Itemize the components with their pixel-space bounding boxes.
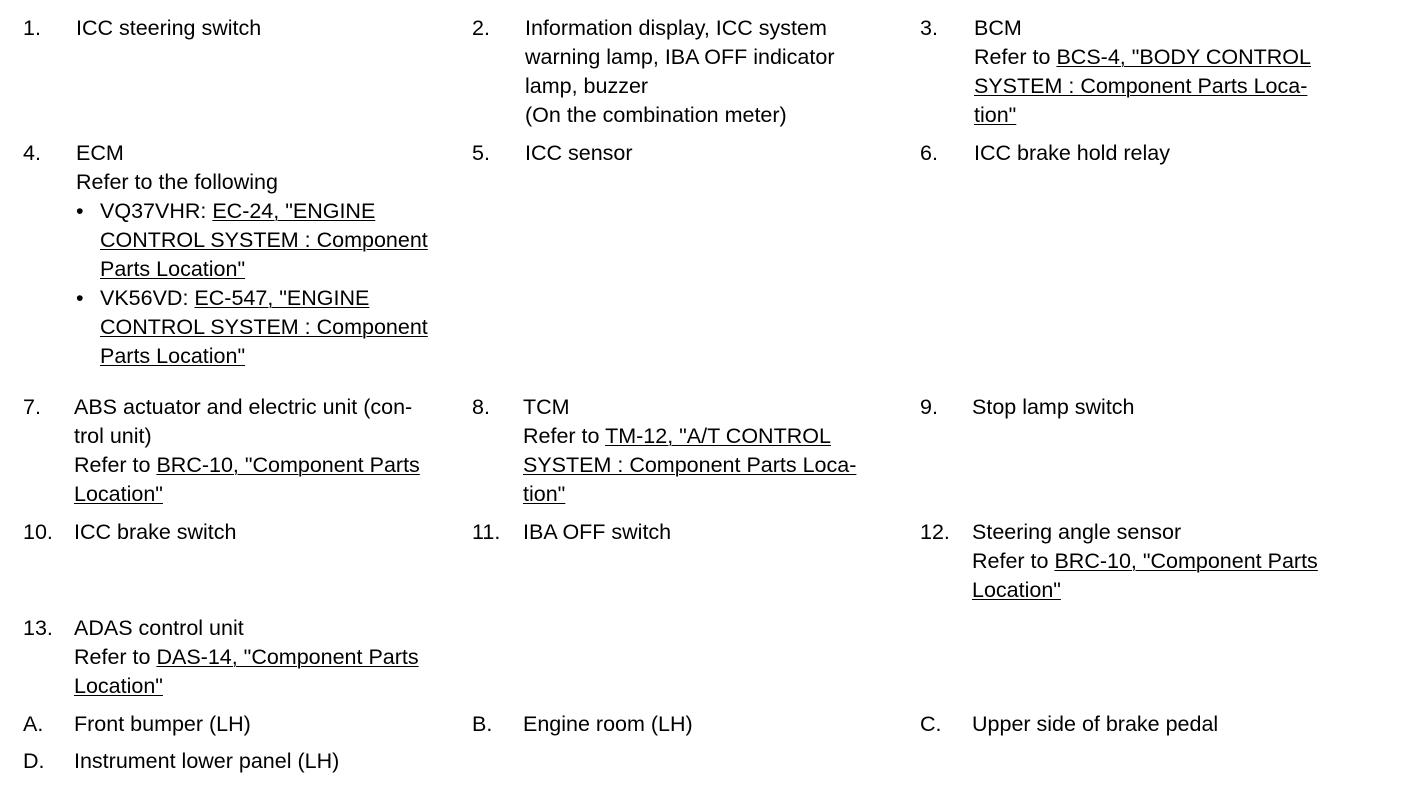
item-description [76, 14, 261, 43]
item-number: 12. [920, 520, 950, 544]
item-number: A. [23, 712, 44, 736]
reference-link[interactable]: Location" [74, 674, 163, 698]
item-description [972, 518, 1318, 605]
reference-link[interactable]: TM-12, "A/T CONTROL [605, 424, 831, 448]
text-line [76, 313, 428, 342]
text-line [74, 451, 420, 480]
text-line [523, 451, 856, 480]
refer-prefix: Refer to [74, 645, 157, 669]
text-line [74, 710, 251, 739]
text-line [972, 576, 1318, 605]
text-line [76, 168, 428, 197]
item-description [74, 747, 339, 776]
text-line [972, 710, 1218, 739]
text-line [74, 747, 339, 776]
refer-prefix: VQ37VHR: [100, 199, 213, 223]
line-text: Front bumper (LH) [74, 712, 251, 736]
line-text: Engine room (LH) [523, 712, 693, 736]
line-text: ABS actuator and electric unit (con- [74, 395, 413, 419]
reference-link[interactable]: tion" [523, 482, 566, 506]
item-number: C. [920, 712, 942, 736]
text-line [523, 710, 693, 739]
reference-link[interactable]: SYSTEM : Component Parts Loca- [523, 453, 857, 477]
item-description [974, 139, 1170, 168]
text-line [74, 614, 419, 643]
text-line [523, 480, 856, 509]
text-line [974, 14, 1311, 43]
legend-row [0, 518, 1408, 602]
text-line [74, 518, 237, 547]
text-line [525, 101, 834, 130]
item-description [523, 710, 693, 739]
text-line [525, 14, 834, 43]
refer-prefix: Refer to [974, 45, 1057, 69]
text-line [74, 672, 419, 701]
legend-row [0, 14, 1408, 127]
item-number: 6. [920, 141, 938, 165]
reference-link[interactable]: Location" [74, 482, 163, 506]
reference-link[interactable]: EC-547, "ENGINE [194, 286, 370, 310]
item-description [74, 518, 237, 547]
text-line [525, 139, 633, 168]
refer-prefix: Refer to [972, 549, 1055, 573]
legend-row [0, 393, 1408, 506]
text-line [525, 43, 834, 72]
refer-prefix: Refer to [523, 424, 606, 448]
text-line [74, 393, 420, 422]
line-text: ICC steering switch [76, 16, 262, 40]
line-text: Instrument lower panel (LH) [74, 749, 340, 773]
reference-link[interactable]: Location" [972, 578, 1061, 602]
item-description [525, 14, 834, 130]
text-line [972, 393, 1135, 422]
text-line [74, 422, 420, 451]
reference-link[interactable]: Parts Location" [100, 344, 246, 368]
item-description [523, 518, 671, 547]
reference-link[interactable]: SYSTEM : Component Parts Loca- [974, 74, 1308, 98]
legend-row [0, 139, 1408, 368]
line-text: ICC brake hold relay [974, 141, 1170, 165]
line-text: Information display, ICC system [525, 16, 827, 40]
text-line [76, 139, 428, 168]
text-line [974, 101, 1311, 130]
text-line [523, 393, 856, 422]
legend-row [0, 710, 1408, 736]
line-text: ICC sensor [525, 141, 633, 165]
item-number: 3. [920, 16, 938, 40]
legend-row [0, 614, 1408, 698]
reference-link[interactable]: BCS-4, "BODY CONTROL [1056, 45, 1311, 69]
reference-link[interactable]: BRC-10, "Component Parts [156, 453, 420, 477]
item-number: 4. [23, 141, 41, 165]
line-text: ECM [76, 141, 124, 165]
text-line [74, 643, 419, 672]
reference-link[interactable]: BRC-10, "Component Parts [1054, 549, 1318, 573]
bullet-dot: • [76, 199, 84, 223]
item-description [76, 139, 428, 371]
line-text: trol unit) [74, 424, 152, 448]
refer-prefix: Refer to [74, 453, 157, 477]
line-text: lamp, buzzer [525, 74, 649, 98]
bullet-line [76, 284, 428, 313]
line-text: TCM [523, 395, 570, 419]
reference-link[interactable]: EC-24, "ENGINE [212, 199, 376, 223]
line-text: Upper side of brake pedal [972, 712, 1219, 736]
legend-row [0, 747, 1408, 773]
item-number: 11. [472, 520, 501, 544]
item-number: 1. [23, 16, 41, 40]
item-number: 5. [472, 141, 490, 165]
line-text: ADAS control unit [74, 616, 244, 640]
reference-link[interactable]: DAS-14, "Component Parts [156, 645, 419, 669]
text-line [974, 139, 1170, 168]
item-description [74, 710, 251, 739]
text-line [76, 342, 428, 371]
text-line [523, 422, 856, 451]
item-number: 9. [920, 395, 938, 419]
line-text: BCM [974, 16, 1022, 40]
text-line [523, 518, 671, 547]
item-description [525, 139, 633, 168]
text-line [76, 14, 261, 43]
item-number: 13. [23, 616, 53, 640]
item-description [74, 614, 419, 701]
line-text: IBA OFF switch [523, 520, 672, 544]
item-description [972, 710, 1218, 739]
item-description [972, 393, 1135, 422]
line-text: (On the combination meter) [525, 103, 787, 127]
line-text: Refer to the following [76, 170, 278, 194]
text-line [974, 72, 1311, 101]
line-text: ICC brake switch [74, 520, 237, 544]
item-number: B. [472, 712, 493, 736]
text-line [972, 518, 1318, 547]
item-number: D. [23, 749, 45, 773]
text-line [525, 72, 834, 101]
item-description [523, 393, 856, 509]
item-description [974, 14, 1311, 130]
item-number: 2. [472, 16, 490, 40]
line-text: warning lamp, IBA OFF indicator [525, 45, 835, 69]
bullet-line [76, 197, 428, 226]
item-number: 10. [23, 520, 53, 544]
reference-link[interactable]: Parts Location" [100, 257, 246, 281]
text-line [972, 547, 1318, 576]
reference-link[interactable]: tion" [974, 103, 1017, 127]
line-text: Steering angle sensor [972, 520, 1182, 544]
line-text: Stop lamp switch [972, 395, 1135, 419]
bullet-dot: • [76, 286, 84, 310]
text-line [76, 255, 428, 284]
item-number: 7. [23, 395, 41, 419]
text-line [76, 226, 428, 255]
item-number: 8. [472, 395, 490, 419]
text-line [974, 43, 1311, 72]
item-description [74, 393, 420, 509]
text-line [74, 480, 420, 509]
reference-link[interactable]: CONTROL SYSTEM : Component [100, 228, 428, 252]
reference-link[interactable]: CONTROL SYSTEM : Component [100, 315, 428, 339]
refer-prefix: VK56VD: [100, 286, 195, 310]
